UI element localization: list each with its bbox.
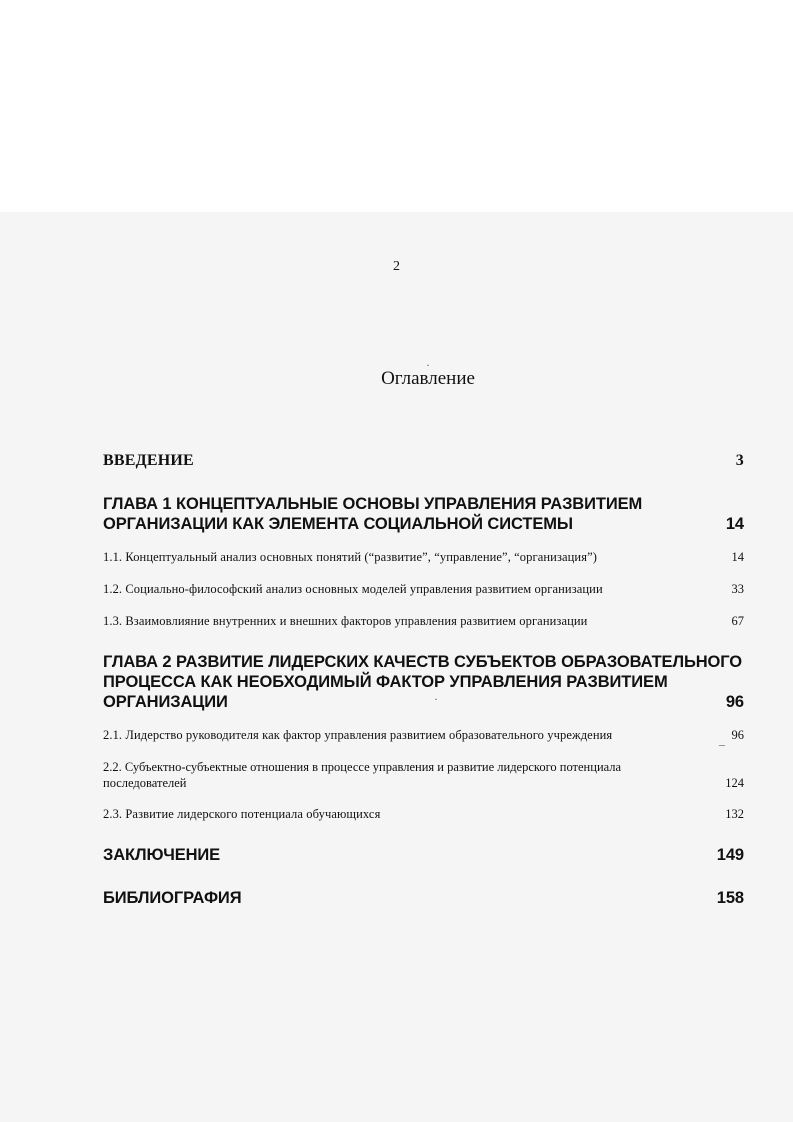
scan-speck: · bbox=[434, 692, 438, 706]
toc-entry-section-1-2[interactable] bbox=[103, 581, 744, 597]
page-number: 2 bbox=[393, 259, 400, 274]
toc-entry-label: ЗАКЛЮЧЕНИЕ bbox=[103, 846, 221, 864]
toc-entry-label-cont: ОРГАНИЗАЦИИ КАК ЭЛЕМЕНТА СОЦИАЛЬНОЙ СИСТЕМЫ bbox=[103, 515, 573, 533]
toc-entry-section-1-3[interactable] bbox=[103, 613, 744, 629]
toc-entry-label: 1.1. Концептуальный анализ основных понятий (“развитие”, “управление”, “организация”) bbox=[103, 550, 597, 564]
toc-entry-page: 132 bbox=[725, 807, 744, 821]
toc-entry-label: 1.2. Социально-философский анализ основных моделей управления развитием организации bbox=[103, 582, 603, 596]
toc-entry-label-cont: последователей bbox=[103, 776, 187, 790]
toc-entry-chapter-1[interactable] bbox=[103, 494, 744, 534]
toc-entry-page: 149 bbox=[716, 846, 744, 864]
toc-entry-label-cont2: ОРГАНИЗАЦИИ bbox=[103, 693, 228, 711]
toc-title: Оглавление bbox=[381, 368, 475, 389]
toc-entry-bibliography[interactable] bbox=[103, 888, 744, 908]
toc-entry-page: 33 bbox=[731, 582, 744, 596]
toc-entry-label: 2.3. Развитие лидерского потенциала обучающихся bbox=[103, 807, 381, 821]
toc-entry-page: 14 bbox=[725, 515, 744, 533]
toc-entry-page: 96 bbox=[731, 728, 744, 742]
toc-entry-label: ГЛАВА 1 КОНЦЕПТУАЛЬНЫЕ ОСНОВЫ УПРАВЛЕНИЯ РАЗВИТИЕМ bbox=[103, 495, 643, 513]
toc-entry-conclusion[interactable] bbox=[103, 845, 744, 865]
toc-entry-section-2-1[interactable] bbox=[103, 727, 744, 743]
toc-entry-section-2-2[interactable] bbox=[103, 759, 744, 791]
toc-entry-page: 158 bbox=[716, 889, 744, 907]
toc-entry-page: 3 bbox=[735, 452, 744, 469]
toc-entry-label: 1.3. Взаимовлияние внутренних и внешних факторов управления развитием организации bbox=[103, 614, 588, 628]
scan-speck: · bbox=[426, 358, 430, 372]
toc-entry-page: 67 bbox=[731, 614, 744, 628]
toc-entry-label: 2.1. Лидерство руководителя как фактор управления развитием образовательного учреждения bbox=[103, 728, 613, 742]
toc-entry-chapter-2[interactable] bbox=[103, 652, 744, 712]
toc-entry-label: ГЛАВА 2 РАЗВИТИЕ ЛИДЕРСКИХ КАЧЕСТВ СУБЪЕКТОВ ОБРАЗОВАТЕЛЬНОГО bbox=[103, 653, 743, 671]
toc-entry-introduction[interactable] bbox=[103, 452, 744, 470]
toc-entry-label: ВВЕДЕНИЕ bbox=[103, 452, 194, 469]
toc-entry-page: 124 bbox=[725, 776, 744, 790]
toc-entry-section-1-1[interactable] bbox=[103, 549, 744, 565]
scan-speck: _ bbox=[719, 733, 725, 747]
toc-entry-label: 2.2. Субъектно-субъектные отношения в процессе управления и развитие лидерского потенциала bbox=[103, 760, 622, 774]
toc-entry-label: БИБЛИОГРАФИЯ bbox=[103, 889, 242, 907]
toc-entry-label-cont: ПРОЦЕССА КАК НЕОБХОДИМЫЙ ФАКТОР УПРАВЛЕНИЯ РАЗВИТИЕМ bbox=[103, 673, 668, 691]
toc-entry-page: 14 bbox=[731, 550, 744, 564]
toc-entry-page: 96 bbox=[725, 693, 744, 711]
toc-entry-section-2-3[interactable] bbox=[103, 806, 744, 822]
